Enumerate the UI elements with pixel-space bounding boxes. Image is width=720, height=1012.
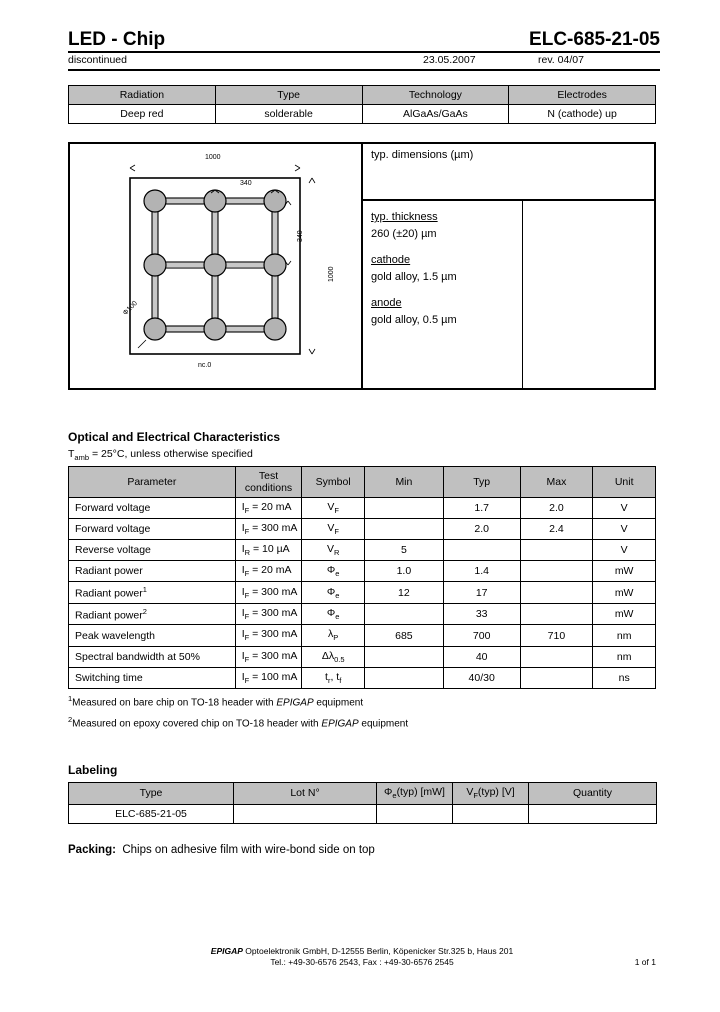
cell-min: 685 [365, 625, 444, 646]
info-header-electrodes: Electrodes [509, 86, 656, 105]
status-label: discontinued [68, 54, 127, 66]
table-row [69, 646, 656, 667]
cell-min: 1.0 [365, 561, 444, 582]
dimension-title-cell [363, 144, 654, 201]
dimension-title: typ. dimensions (µm) [371, 149, 474, 161]
condition-text: = 25°C, unless otherwise specified [91, 448, 253, 460]
labeling-table [68, 782, 657, 823]
cell-symbol: $t_r$, $t_f$ [302, 667, 365, 688]
cell-max: 710 [520, 625, 593, 646]
footer-company-line [68, 946, 656, 957]
info-header-radiation: Radiation [69, 86, 216, 105]
cell-max [520, 561, 593, 582]
packing-line [68, 844, 660, 856]
footer-contact: Tel.: +49-30-6576 2543, Fax : +49-30-6576 2545 [270, 957, 454, 967]
table-row [69, 667, 656, 688]
label-value-type: ELC-685-21-05 [69, 804, 234, 823]
spec-label-thickness: typ. thickness [371, 211, 438, 223]
product-info-table [68, 85, 656, 124]
table-row-headers [69, 467, 656, 498]
footnote-2-post: equipment [358, 718, 409, 730]
bond-pad [144, 318, 166, 340]
footer-company: Optoelektronik GmbH, D-12555 Berlin, Köpenicker Str.325 b, Haus 201 [242, 946, 514, 956]
cell-typ: 2.0 [443, 519, 520, 540]
cell-symbol: $\Delta\lambda_{0.5}$ [302, 646, 365, 667]
part-number: ELC-685-21-05 [529, 29, 660, 50]
cell-test-condition: $I_F = 300$ mA [235, 519, 302, 540]
bond-pad [144, 254, 166, 276]
spec-value-thickness: 260 (±20) µm [371, 228, 437, 240]
footnote-2 [68, 713, 660, 731]
footnote-2-pre: Measured on epoxy covered chip on TO-18 header with [72, 718, 322, 730]
footnote-1-pre: Measured on bare chip on TO-18 header with [72, 697, 277, 709]
cell-unit: mW [593, 603, 656, 625]
label-value-quantity [529, 804, 657, 823]
col-header-parameter: Parameter [69, 467, 236, 498]
drawing-bottom-label: nc.0 [198, 362, 212, 369]
cell-min [365, 603, 444, 625]
cell-parameter: Radiant power [69, 561, 236, 582]
bond-pad [204, 318, 226, 340]
col-header-test-conditions: Test conditions [235, 467, 302, 498]
labeling-heading: Labeling [68, 763, 118, 778]
cell-parameter: Radiant power$^1$ [69, 582, 236, 604]
characteristics-heading: Optical and Electrical Characteristics [68, 430, 281, 444]
cell-unit: mW [593, 582, 656, 604]
chip-drawing-panel [70, 144, 363, 388]
cell-max [520, 646, 593, 667]
characteristics-condition [68, 448, 660, 462]
document-date: 23.05.2007 [423, 54, 476, 66]
document-revision: rev. 04/07 [538, 54, 584, 66]
table-row [69, 804, 657, 823]
cell-test-condition: $I_F = 300$ mA [235, 582, 302, 604]
cell-max [520, 667, 593, 688]
dimension-spec-row [363, 201, 654, 388]
cell-parameter: Radiant power$^2$ [69, 603, 236, 625]
cell-unit: ns [593, 667, 656, 688]
characteristics-table [68, 466, 656, 689]
footnote-1-post: equipment [313, 697, 364, 709]
table-row [69, 540, 656, 561]
cell-parameter: Forward voltage [69, 498, 236, 519]
cell-typ: 40 [443, 646, 520, 667]
bond-pad [264, 254, 286, 276]
cell-max [520, 603, 593, 625]
col-header-symbol: Symbol [302, 467, 365, 498]
packing-value: Chips on adhesive film with wire-bond side on top [122, 843, 375, 856]
table-row [69, 561, 656, 582]
cell-test-condition: $I_F = 100$ mA [235, 667, 302, 688]
cell-unit: nm [593, 625, 656, 646]
table-row-headers [69, 86, 656, 105]
pad-pitch-dimension-label: 340 [240, 180, 252, 187]
bond-pad [264, 318, 286, 340]
info-value-radiation: Deep red [69, 105, 216, 124]
cell-min: 5 [365, 540, 444, 561]
table-row [69, 582, 656, 604]
cell-test-condition: $I_F = 300$ mA [235, 603, 302, 625]
info-header-technology: Technology [362, 86, 509, 105]
chip-width-dimension-label: 1000 [205, 154, 221, 161]
cell-min [365, 498, 444, 519]
pad-pitch-vertical-dimension-label: 340 [297, 230, 304, 242]
label-value-lot-no [234, 804, 377, 823]
page-title: LED - Chip [68, 29, 166, 50]
label-header-type: Type [69, 783, 234, 804]
cell-unit: V [593, 498, 656, 519]
condition-symbol: T [68, 448, 75, 460]
cell-unit: mW [593, 561, 656, 582]
footnote-2-brand: EPIGAP [321, 718, 359, 730]
bond-pad [144, 190, 166, 212]
cell-test-condition: $I_F = 300$ mA [235, 625, 302, 646]
cell-min: 12 [365, 582, 444, 604]
table-row [69, 625, 656, 646]
label-header-forward-voltage: $V_F(typ)$ [V] [453, 783, 529, 804]
cell-max: 2.4 [520, 519, 593, 540]
cell-symbol: $\Phi_e$ [302, 561, 365, 582]
col-header-max: Max [520, 467, 593, 498]
cell-typ: 40/30 [443, 667, 520, 688]
bond-pad [204, 254, 226, 276]
info-value-electrodes: N (cathode) up [509, 105, 656, 124]
col-header-typ: Typ [443, 467, 520, 498]
cell-parameter: Switching time [69, 667, 236, 688]
cell-unit: V [593, 519, 656, 540]
table-row [69, 603, 656, 625]
spec-value-anode: gold alloy, 0.5 µm [371, 314, 457, 326]
dimension-text-panel [363, 144, 654, 388]
header-subrow [68, 53, 660, 71]
cell-symbol: $V_R$ [302, 540, 365, 561]
label-value-radiant-power [377, 804, 453, 823]
cell-max: 2.0 [520, 498, 593, 519]
cell-typ: 700 [443, 625, 520, 646]
chip-spec-list [363, 201, 523, 388]
bond-pad [264, 190, 286, 212]
cell-typ: 17 [443, 582, 520, 604]
footnote-2-marker: 2 [68, 715, 73, 725]
cell-max [520, 582, 593, 604]
pad-diameter-dimension-label: Ф100 [122, 299, 139, 317]
table-row-headers [69, 783, 657, 804]
footer-brand: EPIGAP [210, 946, 243, 956]
cell-min [365, 519, 444, 540]
chip-layout-drawing [70, 144, 360, 388]
cell-typ: 33 [443, 603, 520, 625]
table-row [69, 519, 656, 540]
dimension-block [68, 142, 656, 390]
col-header-unit: Unit [593, 467, 656, 498]
info-header-type: Type [215, 86, 362, 105]
table-row [69, 105, 656, 124]
cell-symbol: $\Phi_e$ [302, 582, 365, 604]
spec-value-cathode: gold alloy, 1.5 µm [371, 271, 457, 283]
dimension-blank-cell [523, 201, 654, 388]
label-header-radiant-power: $\Phi_e(typ)$ [mW] [377, 783, 453, 804]
page-header [68, 30, 660, 53]
footnote-1-marker: 1 [68, 693, 73, 703]
condition-subscript: amb [74, 453, 90, 463]
spec-label-cathode: cathode [371, 254, 411, 266]
chip-height-dimension-label: 1000 [328, 266, 335, 282]
cell-parameter: Spectral bandwidth at 50% [69, 646, 236, 667]
cell-min [365, 667, 444, 688]
cell-symbol: $\Phi_e$ [302, 603, 365, 625]
spec-label-anode: anode [371, 297, 402, 309]
bond-pads [144, 190, 286, 340]
cell-max [520, 540, 593, 561]
info-value-type: solderable [215, 105, 362, 124]
cell-test-condition: $I_R = 10$ µA [235, 540, 302, 561]
cell-symbol: $V_F$ [302, 498, 365, 519]
packing-label: Packing: [68, 843, 116, 856]
col-header-min: Min [365, 467, 444, 498]
bond-pad [204, 190, 226, 212]
cell-test-condition: $I_F = 300$ mA [235, 646, 302, 667]
cell-test-condition: $I_F = 20$ mA [235, 561, 302, 582]
page-footer [68, 946, 656, 968]
cell-min [365, 646, 444, 667]
footnote-1 [68, 692, 660, 710]
cell-unit: nm [593, 646, 656, 667]
cell-symbol: $\lambda_P$ [302, 625, 365, 646]
footnote-1-brand: EPIGAP [276, 697, 314, 709]
cell-parameter-footnote: 2 [142, 606, 147, 616]
table-row [69, 498, 656, 519]
page-number: 1 of 1 [634, 957, 656, 967]
label-header-lot-no: Lot N° [234, 783, 377, 804]
cell-parameter: Reverse voltage [69, 540, 236, 561]
info-value-technology: AlGaAs/GaAs [362, 105, 509, 124]
cell-parameter: Forward voltage [69, 519, 236, 540]
cell-parameter-footnote: 1 [142, 585, 147, 595]
cell-unit: V [593, 540, 656, 561]
cell-parameter: Peak wavelength [69, 625, 236, 646]
label-header-quantity: Quantity [529, 783, 657, 804]
cell-symbol: $V_F$ [302, 519, 365, 540]
cell-typ: 1.7 [443, 498, 520, 519]
cell-typ: 1.4 [443, 561, 520, 582]
cell-test-condition: $I_F = 20$ mA [235, 498, 302, 519]
label-value-forward-voltage [453, 804, 529, 823]
cell-typ [443, 540, 520, 561]
